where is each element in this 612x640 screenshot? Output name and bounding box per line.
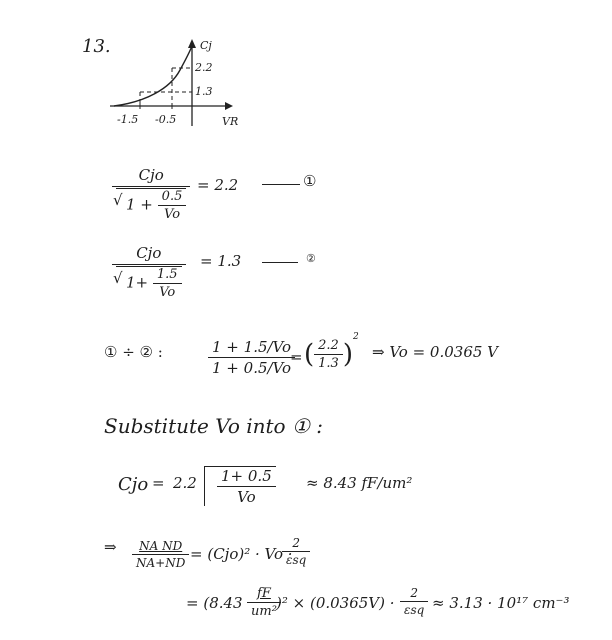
ratio-result: ⇒ Vo = 0.0365 V xyxy=(372,343,499,361)
eq1-rhs: = 2.2 xyxy=(197,176,239,194)
equation-1 xyxy=(112,166,190,222)
eq2-rhs: = 1.3 xyxy=(200,252,242,270)
cjo-approx: ≈ 8.43 fF/um² xyxy=(306,474,413,492)
final-arrow: ⇒ xyxy=(104,538,117,556)
eq2-marker: ② xyxy=(306,252,316,265)
eq1-numerator: Cjo xyxy=(112,166,190,187)
y-axis-label: Cj xyxy=(200,39,212,52)
y-tick-1-3: 1.3 xyxy=(195,85,213,98)
x-tick-neg1-5: -1.5 xyxy=(117,113,139,126)
ratio-label: ① ÷ ② : xyxy=(104,343,163,361)
ratio-eq: = xyxy=(290,348,303,366)
final-eq2-unit: $\frac{fF}{\text{um²}}$ xyxy=(247,586,281,619)
eq1-dash xyxy=(262,184,300,185)
ratio-num: 1 + 1.5/Vo xyxy=(208,338,295,358)
x-axis-arrow xyxy=(225,102,233,110)
eq2-radical: √ 1+ $\frac{1.5}{Vo}$ xyxy=(116,266,182,300)
cjo-eq: = xyxy=(152,474,165,492)
cjo-lhs: Cjo xyxy=(118,474,149,495)
equation-2 xyxy=(112,244,186,300)
final-eq1-rhs: = (Cjo)² · Vo · xyxy=(190,545,293,563)
x-axis-label: VR xyxy=(222,115,239,128)
eq1-marker: ① xyxy=(303,172,317,190)
final-eq2-end: ≈ 3.13 · 10¹⁷ cm⁻³ xyxy=(432,594,570,612)
eq2-dash xyxy=(262,262,298,263)
substitute-text: Substitute Vo into ① : xyxy=(104,414,323,438)
ratio-fraction xyxy=(208,338,295,377)
final-eq1-frac: $\frac{2}{\text{εsq}}$ xyxy=(282,536,310,567)
final-eq2-mid: )² × (0.0365V) · xyxy=(276,594,395,612)
y-tick-2-2: 2.2 xyxy=(195,61,213,74)
ratio-paren: ( $\frac{2.2}{1.3}$ )$^2$ xyxy=(304,332,359,371)
eq2-numerator: Cjo xyxy=(112,244,186,265)
x-tick-neg0-5: -0.5 xyxy=(155,113,177,126)
eq1-radical: √ 1 + $\frac{0.5}{Vo}$ xyxy=(116,188,186,222)
final-eq2-frac: $\frac{2}{\text{εsq}}$ xyxy=(400,586,428,617)
final-lhs: $\frac{\text{NA ND}}{NA+ND}$ xyxy=(132,539,189,570)
problem-number: 13. xyxy=(82,36,111,57)
cj-curve xyxy=(114,46,192,106)
ratio-den: 1 + 0.5/Vo xyxy=(212,359,292,377)
cjo-radical: $\frac{1+ 0.5}{Vo}$ xyxy=(204,466,276,506)
final-eq2-start: = (8.43 xyxy=(186,594,243,612)
cjo-coef: 2.2 xyxy=(173,474,197,492)
